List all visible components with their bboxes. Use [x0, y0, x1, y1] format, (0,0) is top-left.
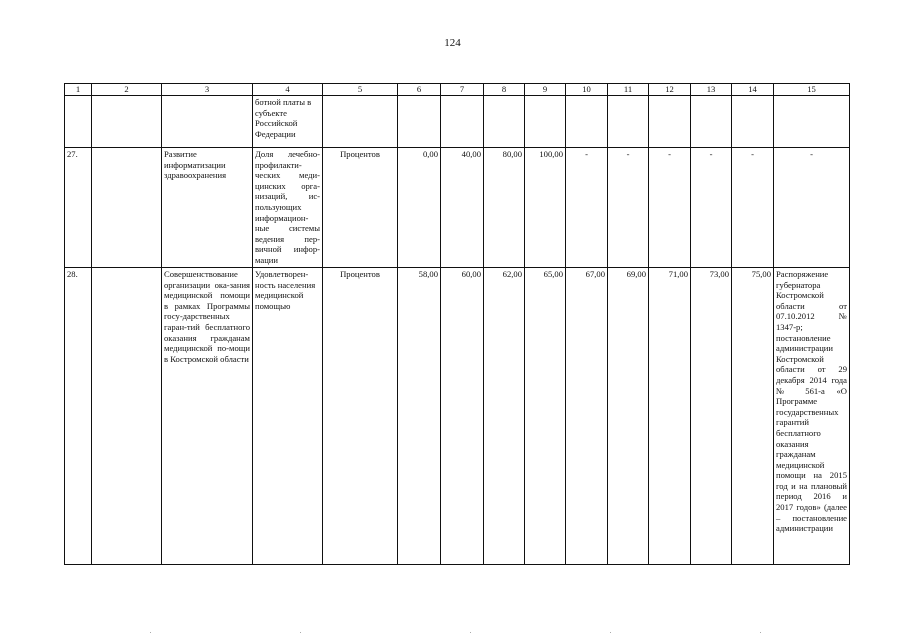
value-cell: 71,00: [649, 268, 691, 565]
column-header: 13: [691, 84, 732, 96]
value-cell: -: [566, 148, 608, 268]
value-cell: 69,00: [608, 268, 649, 565]
indicator-cell: Удовлетворен-ность населения медицинской помощью: [253, 268, 323, 565]
value-cell: 73,00: [691, 268, 732, 565]
value-cell: 60,00: [441, 268, 484, 565]
table-row-continuation: [65, 96, 850, 148]
column-header: 14: [732, 84, 774, 96]
column-header: 15: [774, 84, 850, 96]
column-header: 2: [92, 84, 162, 96]
column-header: 8: [484, 84, 525, 96]
basis-cell: -: [774, 148, 850, 268]
column-number-row: [65, 84, 850, 96]
value-cell: 100,00: [525, 148, 566, 268]
value-cell: 58,00: [398, 268, 441, 565]
col2-cell: [92, 268, 162, 565]
event-cell: Совершенствование организации ока-зания медицинской помощи в рамках Программы госу-дарственных гаран-тий бесплатного оказания гражданам медицинской по-мощи в Костромской области: [162, 268, 253, 565]
column-header: 1: [65, 84, 92, 96]
value-cell: 67,00: [566, 268, 608, 565]
column-header: 10: [566, 84, 608, 96]
page-number: 124: [444, 37, 461, 49]
column-header: 11: [608, 84, 649, 96]
value-cell: 75,00: [732, 268, 774, 565]
unit-cell: Процентов: [323, 268, 398, 565]
column-header: 5: [323, 84, 398, 96]
column-header: 3: [162, 84, 253, 96]
value-cell: -: [732, 148, 774, 268]
value-cell: 40,00: [441, 148, 484, 268]
value-cell: -: [608, 148, 649, 268]
column-header: 4: [253, 84, 323, 96]
scan-speckles: [0, 632, 905, 634]
indicator-cell: ботной платы в субъекте Российской Федерации: [253, 96, 323, 148]
indicator-cell: Доля лечебно-профилакти-ческих меди-цинских орга-низаций, ис-пользующих информацион-ные системы ведения пер-вичной инфор-мации: [253, 148, 323, 268]
row-number: 28.: [65, 268, 92, 565]
value-cell: -: [691, 148, 732, 268]
value-cell: -: [649, 148, 691, 268]
column-header: 6: [398, 84, 441, 96]
value-cell: 62,00: [484, 268, 525, 565]
value-cell: 0,00: [398, 148, 441, 268]
indicators-table: [64, 83, 850, 565]
table-row: [65, 148, 850, 268]
col2-cell: [92, 148, 162, 268]
column-header: 12: [649, 84, 691, 96]
table-row: [65, 268, 850, 565]
event-cell: Развитие информатизации здравоохранения: [162, 148, 253, 268]
column-header: 7: [441, 84, 484, 96]
value-cell: 65,00: [525, 268, 566, 565]
basis-cell: Распоряжение губернатора Костромской области от 07.10.2012 № 1347-р; постановление администрации Костромской области от 29 декабря 2014 года № 561-а «О Программе государственных гарантий бесплатного оказания гражданам медицинской помощи на 2015 год и на плановый период 2016 и 2017 годов» (далее – постановление администрации: [774, 268, 850, 565]
row-number: 27.: [65, 148, 92, 268]
value-cell: 80,00: [484, 148, 525, 268]
column-header: 9: [525, 84, 566, 96]
unit-cell: Процентов: [323, 148, 398, 268]
